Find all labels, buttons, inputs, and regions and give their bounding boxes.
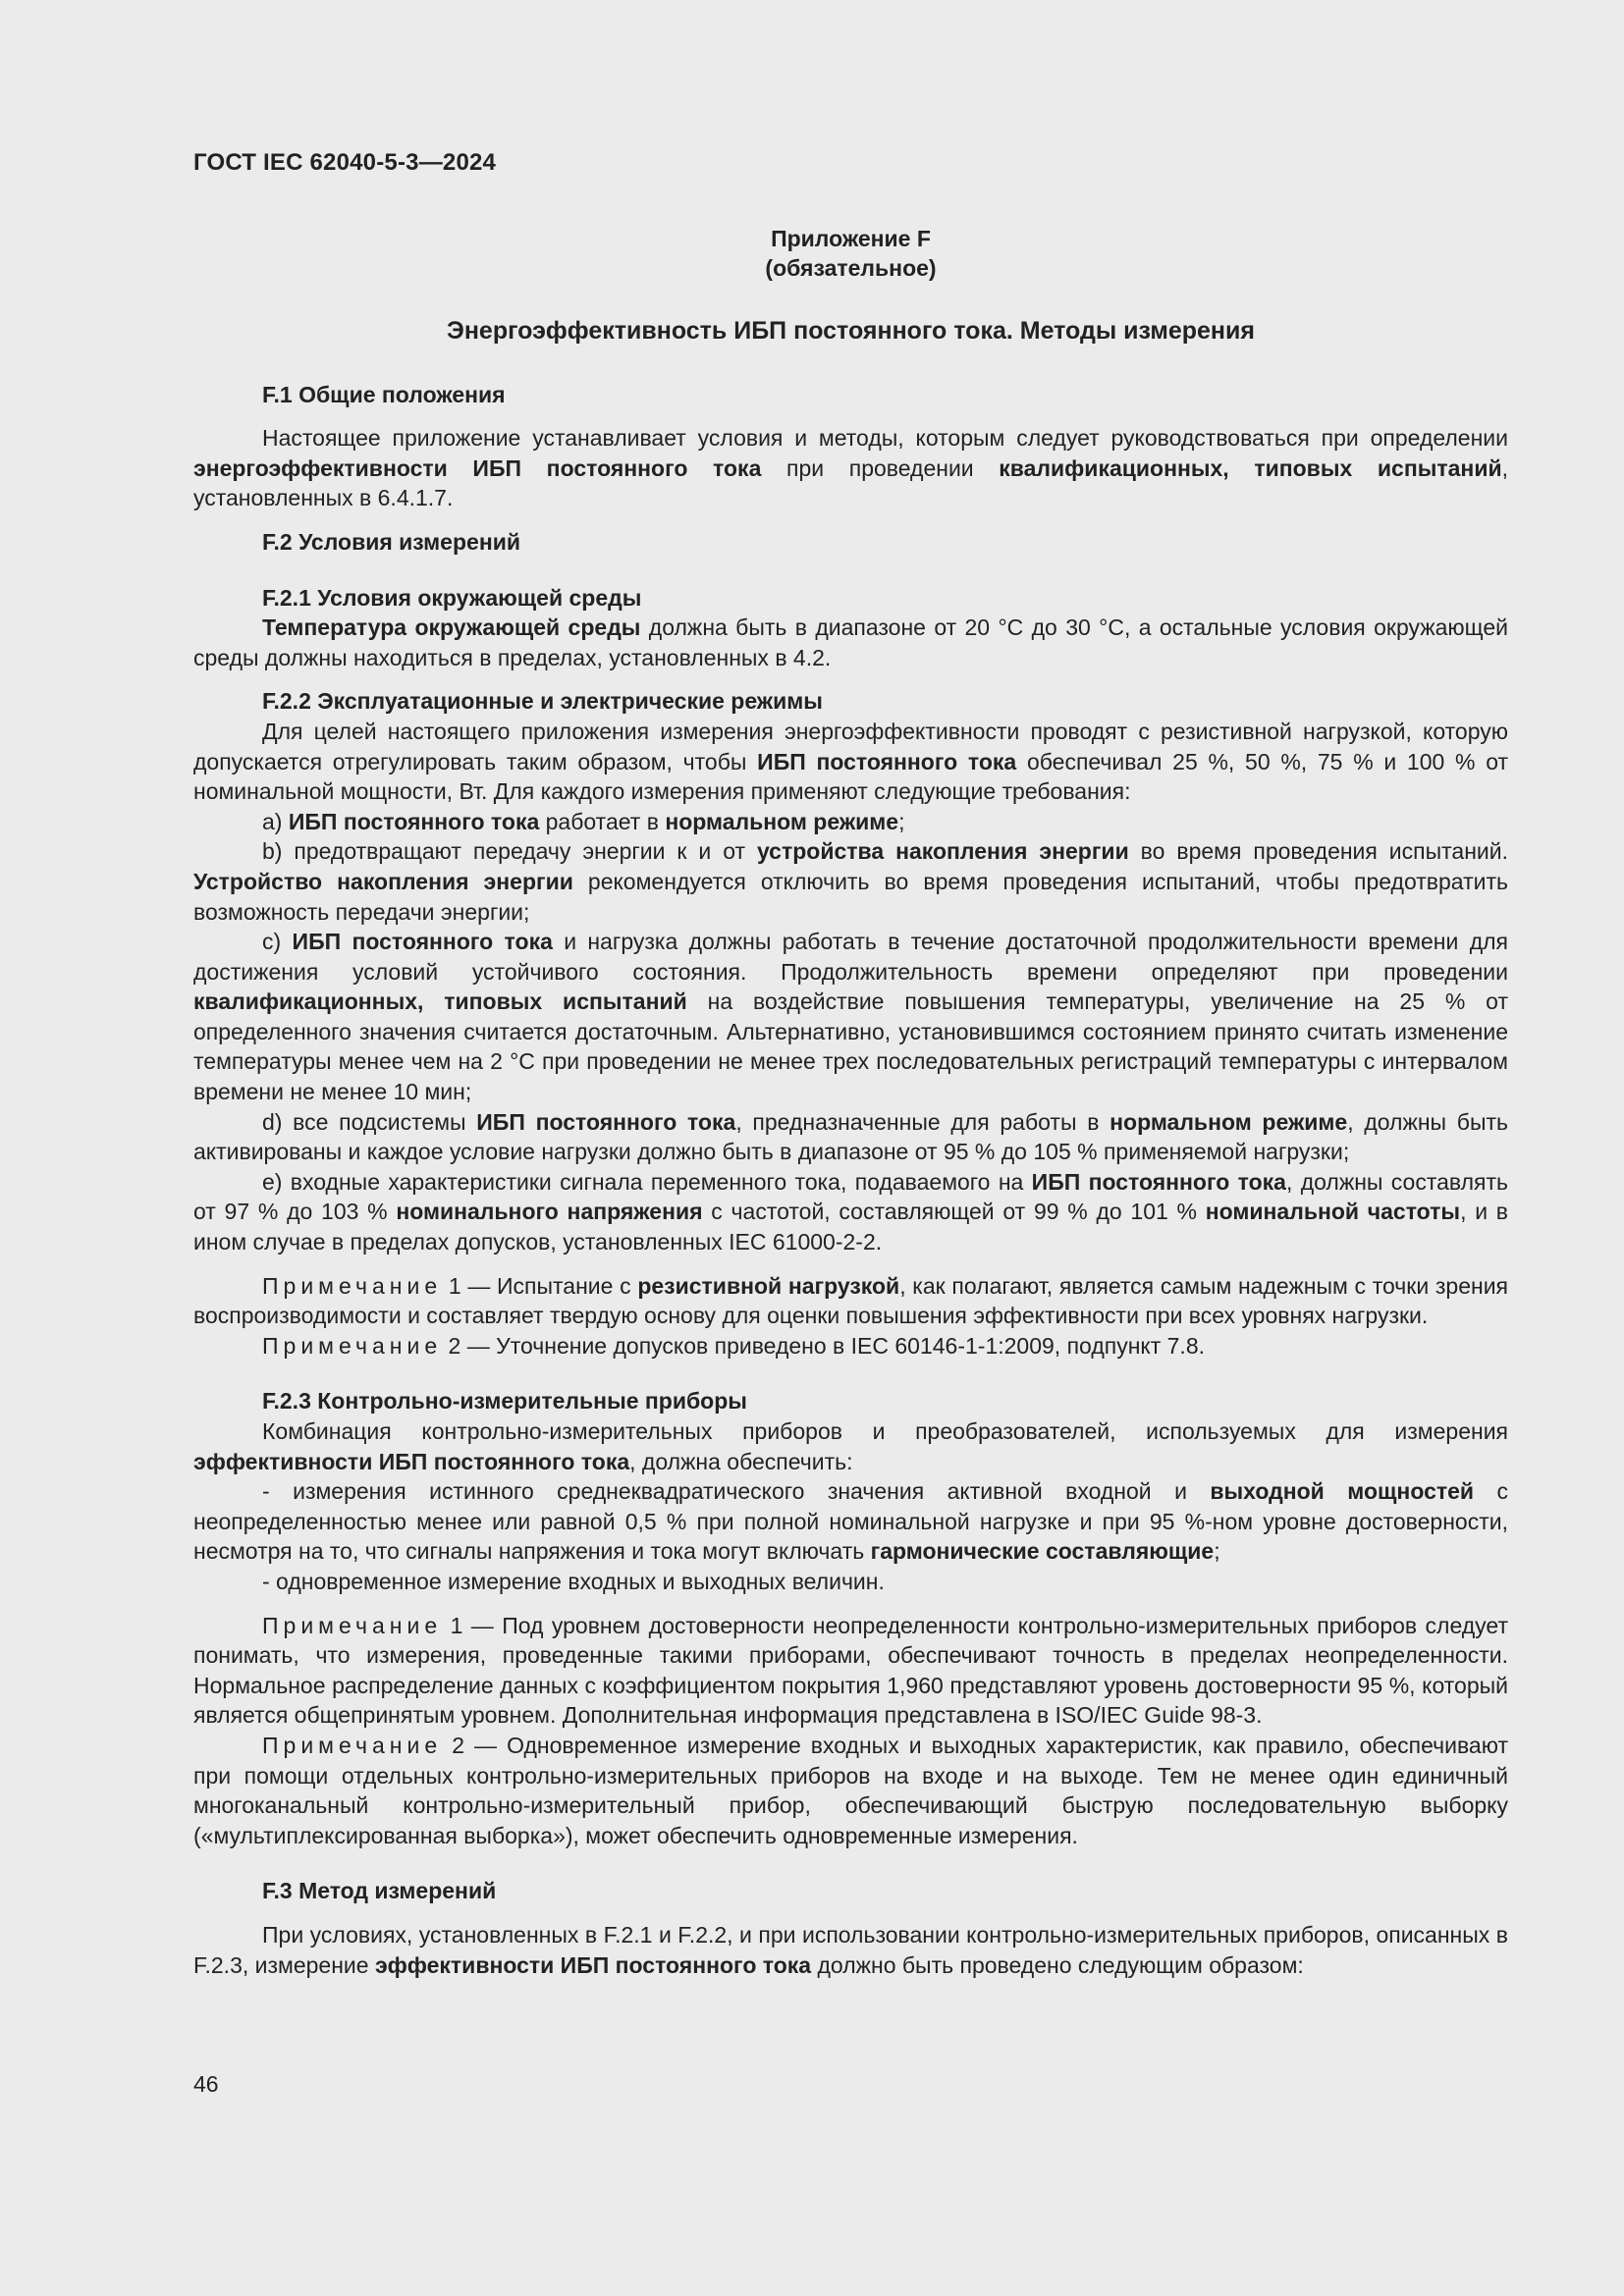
list-item-2: - одновременное измерение входных и выходных величин.	[262, 1568, 885, 1594]
page-number: 46	[193, 2071, 219, 2097]
appendix-title: Энергоэффективность ИБП постоянного тока. Методы измерения	[447, 317, 1255, 345]
section-heading-f23: F.2.3 Контрольно-измерительные приборы	[262, 1388, 747, 1415]
section-heading-f2: F.2 Условия измерений	[262, 528, 520, 555]
list-item-a: a) ИБП постоянного тока работает в нормальном режиме;	[262, 808, 905, 834]
paragraph-f21: Температура окружающей среды должна быть в диапазоне от 20 °С до 30 °С, а остальные условия окружающей среды должны находиться в пределах, установленных в 4.2.	[193, 614, 1508, 670]
note-f23-2: Примечание 2 — Одновременное измерение входных и выходных характеристик, как правило, обеспечивают при помощи отдельных контрольно-измерительных приборов на входе и на выходе. Тем не менее один единичный многоканальный контрольно-измерительный прибор, обеспечивающий быструю последовательную выборку («мультиплексированная выборка»), может обеспечить одновременные измерения.	[193, 1732, 1508, 1848]
appendix-status: (обязательное)	[765, 255, 937, 281]
section-heading-f22: F.2.2 Эксплуатационные и электрические режимы	[262, 688, 823, 715]
section-heading-f1: F.1 Общие положения	[262, 381, 506, 407]
list-item-b: b) предотвращают передачу энергии к и от устройства накопления энергии во время проведения испытаний. Устройство накопления энергии рекомендуется отключить во время проведения испытаний, чтобы предотвратить возможность передачи энергии;	[193, 838, 1508, 925]
note-f22-2: Примечание 2 — Уточнение допусков приведено в IEC 60146-1-1:2009, подпункт 7.8.	[262, 1332, 1206, 1359]
list-item-1: - измерения истинного среднеквадратического значения активной входной и выходной мощностей с неопределенностью менее или равной 0,5 % при полной номинальной нагрузке и при 95 %-ном уровне достоверности, несмотря на то, что сигналы напряжения и тока могут включать гармонические составляющие;	[193, 1478, 1509, 1565]
paragraph-f23: Комбинация контрольно-измерительных приборов и преобразователей, используемых для измерения эффективности ИБП постоянного тока, должна обеспечить:	[193, 1418, 1508, 1474]
note-f22-1: Примечание 1 — Испытание с резистивной нагрузкой, как полагают, является самым надежным с точки зрения воспроизводимости и составляет твердую основу для оценки повышения эффективности при всех уровнях нагрузки.	[193, 1272, 1509, 1329]
document-code: ГОСТ IEC 62040-5-3—2024	[193, 149, 497, 176]
list-item-d: d) все подсистемы ИБП постоянного тока, предназначенные для работы в нормальном режиме, должны быть активированы и каждое условие нагрузки должно быть в диапазоне от 95 % до 105 % применяемой нагрузки;	[193, 1108, 1509, 1165]
paragraph-f1: Настоящее приложение устанавливает условия и методы, которым следует руководствоваться при определении энергоэффективности ИБП постоянного тока при проведении квалификационных, типовых испытаний, установленных в 6.4.1.7.	[193, 425, 1508, 511]
list-item-e: e) входные характеристики сигнала переменного тока, подаваемого на ИБП постоянного тока, должны составлять от 97 % до 103 % номинального напряжения с частотой, составляющей от 99 % до 101 % номинальной частоты, и в ином случае в пределах допусков, установленных IEC 61000-2-2.	[193, 1168, 1508, 1255]
section-heading-f21: F.2.1 Условия окружающей среды	[262, 584, 642, 611]
appendix-label: Приложение F	[771, 226, 931, 251]
paragraph-f22: Для целей настоящего приложения измерения энергоэффективности проводят с резистивной нагрузкой, которую допускается отрегулировать таким образом, чтобы ИБП постоянного тока обеспечивал 25 %, 50 %, 75 % и 100 % от номинальной мощности, Вт. Для каждого измерения применяют следующие требования:	[193, 718, 1509, 805]
note-f23-1: Примечание 1 — Под уровнем достоверности неопределенности контрольно-измерительных приборов следует понимать, что измерения, проведенные такими приборами, обеспечивают точность в пределах неопределенности. Нормальное распределение данных с коэффициентом покрытия 1,960 представляют уровень достоверности 95 %, который является общепринятым уровнем. Дополнительная информация представлена в ISO/IEC Guide 98-3.	[193, 1612, 1508, 1729]
paragraph-f3: При условиях, установленных в F.2.1 и F.2.2, и при использовании контрольно-измерительных приборов, описанных в F.2.3, измерение эффективности ИБП постоянного тока должно быть проведено следующим образом:	[193, 1921, 1508, 1978]
document-body	[193, 224, 1508, 1980]
list-item-c: c) ИБП постоянного тока и нагрузка должны работать в течение достаточной продолжительности времени для достижения условий устойчивого состояния. Продолжительность времени определяют при проведении квалификационных, типовых испытаний на воздействие повышения температуры, увеличение на 25 % от определенного значения считается достаточным. Альтернативно, установившимся состоянием принято считать изменение температуры менее чем на 2 °С при проведении не менее трех последовательных регистраций температуры с интервалом времени не менее 10 мин;	[193, 929, 1508, 1105]
section-heading-f3: F.3 Метод измерений	[262, 1878, 497, 1904]
